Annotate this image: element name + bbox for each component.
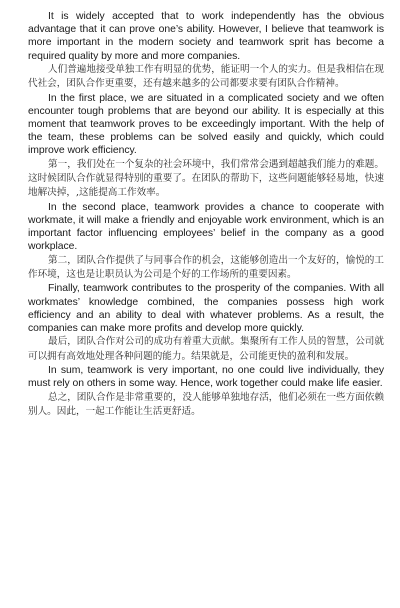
paragraph-conclusion-english: In sum, teamwork is very important, no one could live individually, they must rely on others in some way. Hence, work together could make life easier. (28, 365, 384, 390)
paragraph-final-point-english: Finally, teamwork contributes to the prosperity of the companies. With all workmates’ knowledge combined, the companies possess high work efficiency and an ability to deal with whatever problems. As a result, the companies can make more profits and develop more quickly. (28, 283, 384, 335)
paragraph-conclusion-chinese: 总之，团队合作是非常重要的，没人能够单独地存活，他们必须在一些方面依赖别人。因此，一起工作能让生活更舒适。 (28, 391, 384, 417)
document-body (28, 10, 384, 419)
paragraph-intro-chinese: 人们普遍地接受单独工作有明显的优势，能证明一个人的实力。但是我相信在现代社会，团队合作更重要，还有越来越多的公司都要求要有团队合作精神。 (28, 63, 384, 90)
paragraph-first-point-english: In the first place, we are situated in a complicated society and we often encounter tough problems that are beyond our ability. It is especially at this moment that teamwork proves to be exceedingly important. With the help of the team, these problems can be solved easily and quickly, which could improve work efficiency. (28, 92, 384, 157)
paragraph-second-point-chinese: 第二，团队合作提供了与同事合作的机会，这能够创造出一个友好的，愉悦的工作环境，这也是让职员认为公司是个好的工作场所的重要因素。 (28, 254, 384, 281)
paragraph-final-point-chinese: 最后，团队合作对公司的成功有着重大贡献。集聚所有工作人员的智慧，公司就可以拥有高效地处理各种问题的能力。结果就是，公司能更快的盈利和发展。 (28, 336, 384, 362)
paragraph-second-point-english: In the second place, teamwork provides a chance to cooperate with workmate, it will make a friendly and enjoyable work environment, which is an important factor influencing employees’ belief in the company as a good workplace. (28, 201, 384, 253)
paragraph-intro-english: It is widely accepted that to work independently has the obvious advantage that it can prove one’s ability. However, I believe that teamwork is more important in the modern society and teamwork sprit has become a required quality by more and more companies. (28, 11, 384, 62)
paragraph-first-point-chinese: 第一，我们处在一个复杂的社会环境中，我们常常会遇到超越我们能力的难题。这时候团队合作就显得特别的重要了。在团队的帮助下，这些问题能够轻易地，快速地解决掉，,这能提高工作效率。 (28, 158, 384, 199)
